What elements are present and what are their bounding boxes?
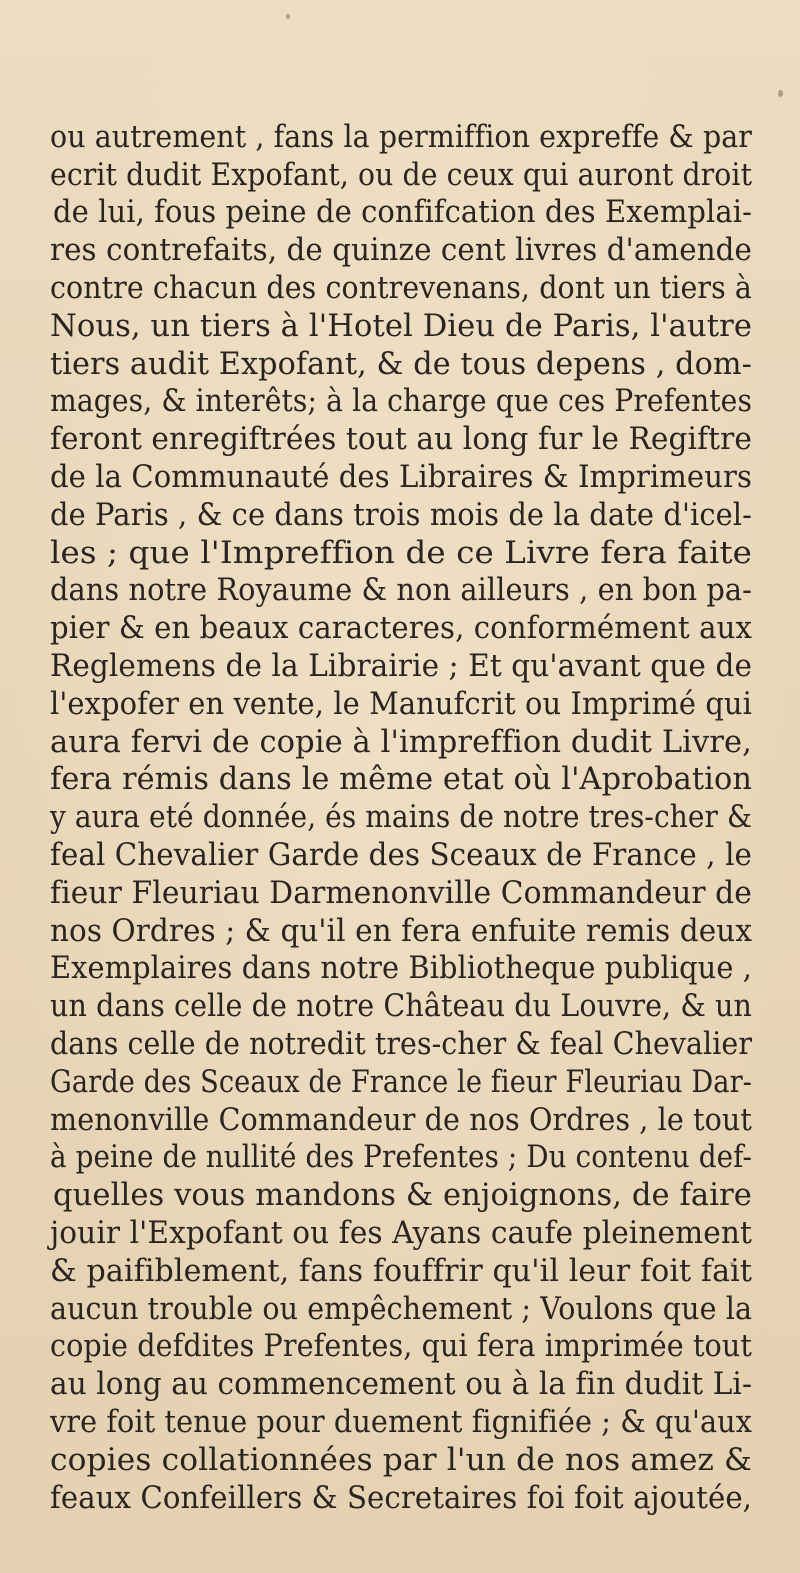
text-line <box>0 1213 800 1253</box>
text-line <box>0 873 800 913</box>
text-line-content: fieur Fleuriau Darmenonville Commandeur de <box>50 875 753 911</box>
text-line <box>0 986 800 1026</box>
text-line <box>0 948 800 988</box>
text-line <box>0 1402 800 1442</box>
text-line <box>0 1024 800 1064</box>
text-line-content: Reglemens de la Librairie ; Et qu'avant que de <box>50 648 753 684</box>
text-line-content: ou autrement , fans la permiffion expreffe & par <box>50 119 752 155</box>
text-line <box>0 268 800 308</box>
text-line-content: les ; que l'Impreffion de ce Livre fera faite <box>50 535 753 571</box>
text-line-content: l'expofer en vente, le Manufcrit ou Imprimé qui <box>50 686 752 722</box>
text-line <box>0 646 800 686</box>
text-line-content: res contrefaits, de quinze cent livres d'amende <box>50 232 752 268</box>
text-line <box>0 1137 800 1177</box>
text-line <box>0 684 800 724</box>
text-line-content: à peine de nullité des Prefentes ; Du contenu def- <box>50 1139 753 1175</box>
text-line-content: y aura eté donnée, és mains de notre tres-cher & <box>50 799 753 835</box>
text-line-content: copies collationnées par l'un de nos amez & <box>50 1442 753 1478</box>
text-line <box>0 155 800 195</box>
text-line <box>0 495 800 535</box>
text-line-content: Nous, un tiers à l'Hotel Dieu de Paris, l'autre <box>50 308 753 344</box>
text-line <box>0 117 800 157</box>
text-line-content: feaux Confeillers & Secretaires foi foit ajoutée, <box>50 1480 753 1516</box>
text-line <box>0 457 800 497</box>
text-line-content: fera rémis dans le même etat où l'Aprobation <box>50 761 752 797</box>
text-line <box>0 344 800 384</box>
text-line-content: pier & en beaux caracteres, conformément aux <box>50 610 752 646</box>
text-line <box>0 419 800 459</box>
text-line-content: vre foit tenue pour duement fignifiée ; & qu'aux <box>50 1404 753 1440</box>
text-line <box>0 1100 800 1140</box>
text-line <box>0 533 800 573</box>
text-line-content: feront enregiftrées tout au long fur le Regiftre <box>50 421 752 457</box>
text-line-content: dans notre Royaume & non ailleurs , en bon pa- <box>50 572 752 608</box>
text-line <box>0 381 800 421</box>
text-line-content: de Paris , & ce dans trois mois de la date d'icel- <box>50 497 752 533</box>
text-line-content: & paifiblement, fans fouffrir qu'il leur foit fait <box>50 1253 753 1289</box>
text-line <box>0 1062 800 1102</box>
text-line <box>0 1440 800 1480</box>
text-line-content: quelles vous mandons & enjoignons, de faire <box>53 1177 752 1213</box>
text-line <box>0 759 800 799</box>
text-line <box>0 722 800 762</box>
text-line-content: au long au commencement ou à la fin dudit Li- <box>50 1366 753 1402</box>
text-line-content: menonville Commandeur de nos Ordres , le tout <box>50 1102 753 1138</box>
text-line-content: un dans celle de notre Château du Louvre, & un <box>50 988 753 1024</box>
text-line <box>0 1175 800 1215</box>
text-line <box>0 1364 800 1404</box>
text-line <box>0 608 800 648</box>
text-line-content: copie defdites Prefentes, qui fera imprimée tout <box>50 1328 752 1364</box>
text-line-content: nos Ordres ; & qu'il en fera enfuite remis deux <box>50 913 753 949</box>
text-line-content: de lui, fous peine de confifcation des Exemplai- <box>53 194 752 230</box>
text-line <box>0 570 800 610</box>
text-line-content: aucun trouble ou empêchement ; Voulons que la <box>50 1291 753 1327</box>
text-line <box>0 797 800 837</box>
text-line-content: mages, & interêts; à la charge que ces Prefentes <box>50 383 753 419</box>
text-line-content: dans celle de notredit tres-cher & feal Chevalier <box>50 1026 752 1062</box>
text-line <box>0 306 800 346</box>
text-line-content: feal Chevalier Garde des Sceaux de France , le <box>50 837 752 873</box>
text-line-content: contre chacun des contrevenans, dont un tiers à <box>50 270 752 306</box>
text-line <box>0 1478 800 1518</box>
text-line <box>0 1289 800 1329</box>
text-line-content: Garde des Sceaux de France le fieur Fleuriau Dar- <box>50 1064 752 1100</box>
text-line-content: jouir l'Expofant ou fes Ayans caufe pleinement <box>50 1215 753 1251</box>
text-line-content: de la Communauté des Libraires & Imprimeurs <box>50 459 752 495</box>
text-line-content: tiers audit Expofant, & de tous depens , dom- <box>50 346 753 382</box>
text-line <box>0 1326 800 1366</box>
text-line-content: Exemplaires dans notre Bibliotheque publique , <box>50 950 753 986</box>
text-line <box>0 1251 800 1291</box>
text-line <box>0 911 800 951</box>
text-line-content: aura fervi de copie à l'impreffion dudit Livre, <box>50 724 752 760</box>
text-line-content: ecrit dudit Expofant, ou de ceux qui auront droit <box>50 157 753 193</box>
text-line <box>0 230 800 270</box>
text-line <box>0 192 800 232</box>
text-line <box>0 835 800 875</box>
